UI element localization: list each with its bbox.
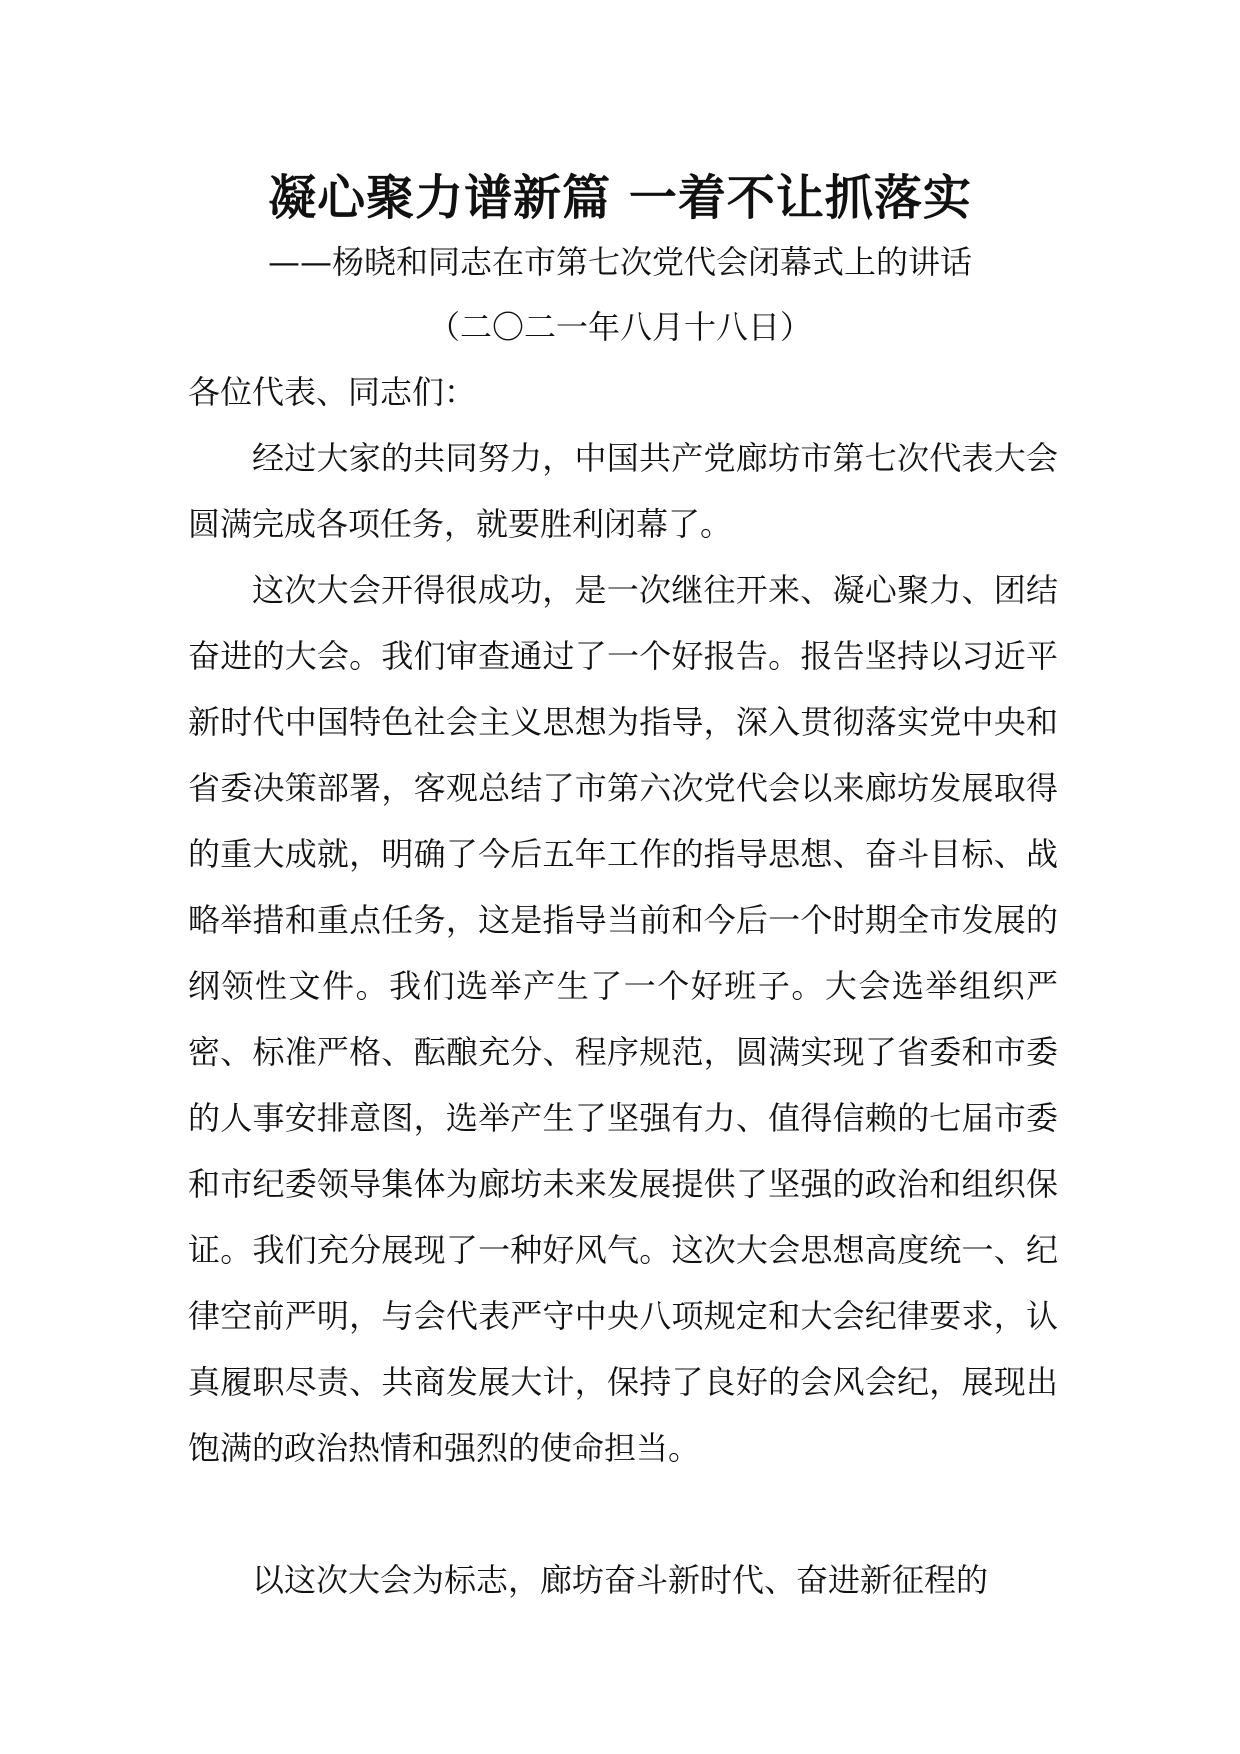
body-paragraph: 经过大家的共同努力，中国共产党廊坊市第七次代表大会圆满完成各项任务，就要胜利闭幕了。 [188,439,1058,543]
body-paragraph: 以这次大会为标志，廊坊奋斗新时代、奋进新征程的 [252,1561,989,1599]
body-paragraph: 这次大会开得很成功，是一次继往开来、凝心聚力、团结奋进的大会。我们审查通过了一个好报告。报告坚持以习近平新时代中国特色社会主义思想为指导，深入贯彻落实党中央和省委决策部署，客观总结了市第六次党代会以来廊坊发展取得的重大成就，明确了今后五年工作的指导思想、奋斗目标、战略举措和重点任务，这是指导当前和今后一个时期全市发展的纲领性文件。我们选举产生了一个好班子。大会选举组织严密、标准严格、酝酿充分、程序规范，圆满实现了省委和市委的人事安排意图，选举产生了坚强有力、值得信赖的七届市委和市纪委领导集体为廊坊未来发展提供了坚强的政治和组织保证。我们充分展现了一种好风气。这次大会思想高度统一、纪律空前严明，与会代表严守中央八项规定和大会纪律要求，认真履职尽责、共商发展大计，保持了良好的会风会纪，展现出饱满的政治热情和强烈的使命担当。 [188,571,1058,1467]
document-title: 凝心聚力谱新篇 一着不让抓落实 [268,170,972,226]
salutation: 各位代表、同志们： [188,373,477,411]
document-subtitle: ——杨晓和同志在市第七次党代会闭幕式上的讲话 [267,243,972,281]
speech-date: （二〇二一年八月十八日） [427,308,812,346]
